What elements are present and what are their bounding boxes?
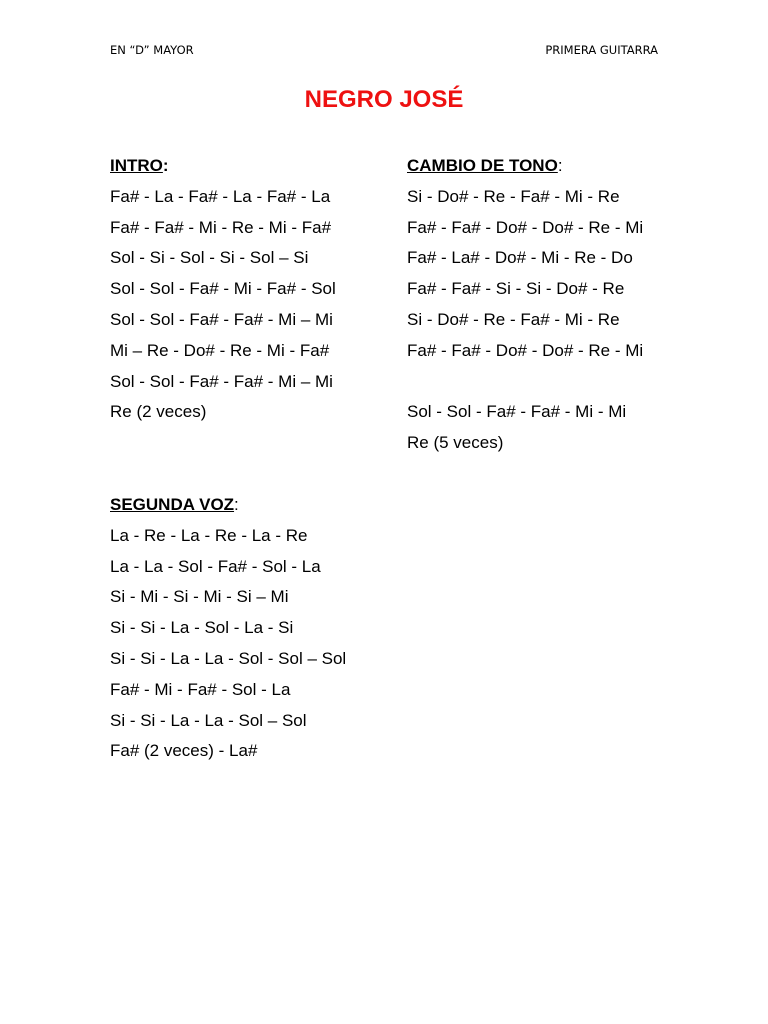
segunda-voz-heading xyxy=(110,490,346,521)
intro-line: Sol - Sol - Fa# - Fa# - Mi – Mi xyxy=(110,371,333,391)
cambio-line: Fa# - Fa# - Si - Si - Do# - Re xyxy=(407,279,625,299)
segunda-voz-line: Si - Si - La - Sol - La - Si xyxy=(110,618,294,638)
cambio-line: Si - Do# - Re - Fa# - Mi - Re xyxy=(407,186,620,206)
segunda-voz-line: La - La - Sol - Fa# - Sol - La xyxy=(110,556,321,576)
segunda-voz-heading-text: SEGUNDA VOZ xyxy=(110,495,235,514)
cambio-section xyxy=(407,151,643,459)
cambio-heading-colon: : xyxy=(557,156,563,175)
cambio-line: Fa# - Fa# - Do# - Do# - Re - Mi xyxy=(407,217,644,237)
segunda-voz-section xyxy=(110,490,346,767)
cambio-line: Si - Do# - Re - Fa# - Mi - Re xyxy=(407,309,620,329)
segunda-voz-heading-colon: : xyxy=(234,495,239,514)
segunda-voz-line: Si - Si - La - La - Sol – Sol xyxy=(110,710,307,730)
cambio-line: Fa# - La# - Do# - Mi - Re - Do xyxy=(407,248,633,268)
intro-line: Sol - Sol - Fa# - Mi - Fa# - Sol xyxy=(110,279,336,299)
cambio-heading-text: CAMBIO DE TONO xyxy=(407,156,558,175)
segunda-voz-line: Si - Mi - Si - Mi - Si – Mi xyxy=(110,587,289,607)
cambio-line: Fa# - Fa# - Do# - Do# - Re - Mi xyxy=(407,340,644,360)
header-instrument: PRIMERA GUITARRA xyxy=(545,43,658,57)
intro-line: Sol - Si - Sol - Si - Sol – Si xyxy=(110,248,309,268)
intro-line: Sol - Sol - Fa# - Fa# - Mi – Mi xyxy=(110,309,333,329)
intro-line: Fa# - Fa# - Mi - Re - Mi - Fa# xyxy=(110,217,332,237)
cambio-heading xyxy=(407,151,643,182)
song-title: NEGRO JOSÉ xyxy=(304,86,464,113)
intro-heading-text: INTRO xyxy=(110,156,163,175)
cambio-blank-line xyxy=(407,367,643,398)
segunda-voz-line: Si - Si - La - La - Sol - Sol – Sol xyxy=(110,648,347,668)
segunda-voz-line: Fa# - Mi - Fa# - Sol - La xyxy=(110,679,291,699)
intro-line: Re (2 veces) xyxy=(110,402,207,422)
intro-heading xyxy=(110,151,336,182)
intro-line: Mi – Re - Do# - Re - Mi - Fa# xyxy=(110,340,330,360)
intro-section xyxy=(110,151,336,428)
segunda-voz-line: Fa# (2 veces) - La# xyxy=(110,741,258,761)
cambio-line: Sol - Sol - Fa# - Fa# - Mi - Mi xyxy=(407,402,627,422)
segunda-voz-line: La - Re - La - Re - La - Re xyxy=(110,525,308,545)
cambio-line: Re (5 veces) xyxy=(407,433,504,453)
intro-line: Fa# - La - Fa# - La - Fa# - La xyxy=(110,186,331,206)
intro-heading-colon: : xyxy=(162,156,169,175)
header-key: EN “D” MAYOR xyxy=(110,43,194,57)
